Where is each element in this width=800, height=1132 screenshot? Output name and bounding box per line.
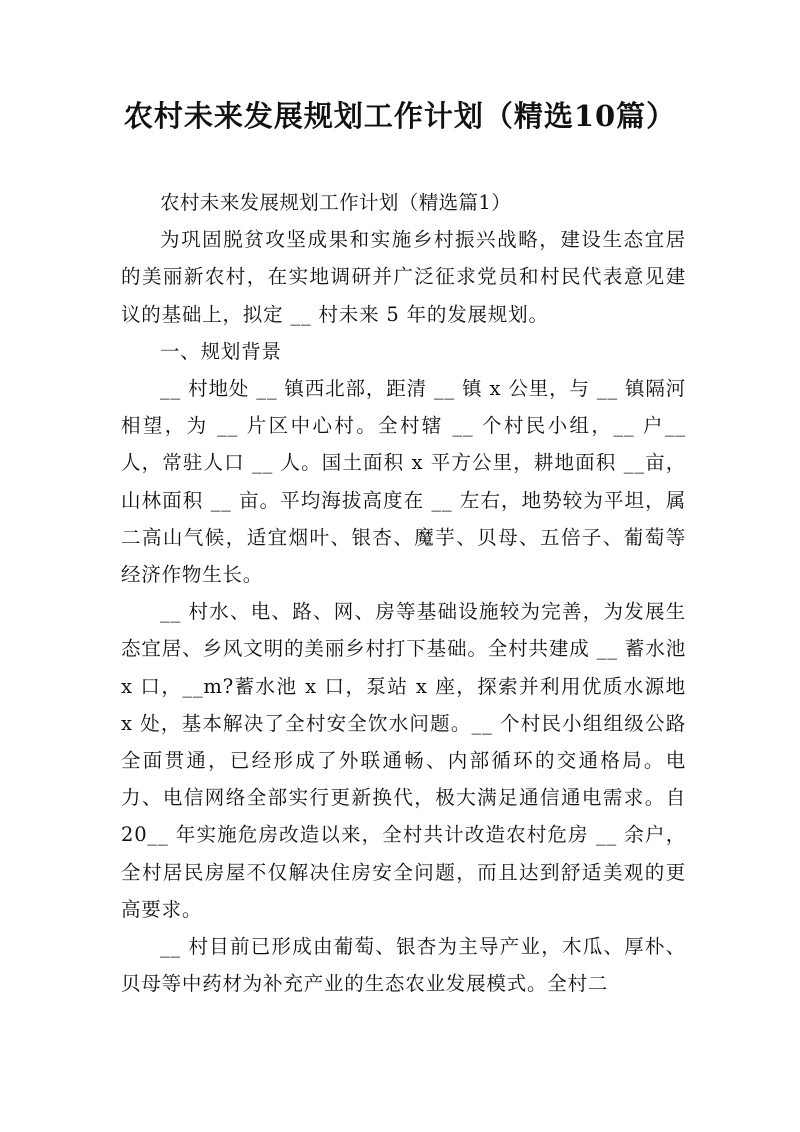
paragraph-industry: __ 村目前已形成由葡萄、银杏为主导产业，木瓜、厚朴、贝母等中药材为补充产业的生态农业发展模式。全村二 [121, 935, 686, 996]
section-subtitle: 农村未来发展规划工作计划（精选篇1） [160, 191, 512, 214]
paragraph-intro: 为巩固脱贫攻坚成果和实施乡村振兴战略，建设生态宜居的美丽新农村，在实地调研并广泛征求党员和村民代表意见建议的基础上，拟定 __ 村未来 5 年的发展规划。 [121, 228, 686, 326]
document-body [121, 184, 686, 1002]
paragraph-location: __ 村地处 __ 镇西北部，距清 __ 镇 x 公里，与 __ 镇隔河相望，为 __ 片区中心村。全村辖 __ 个村民小组，__ 户__ 人，常驻人口 __ 人。国土面积 x 平方公里，耕地面积 __亩，山林面积 __ 亩。平均海拔高度在 __ 左右，地势较为平坦，属二高山气候，适宜烟叶、银杏、魔芋、贝母、五倍子、葡萄等经济作物生长。 [121, 377, 686, 587]
section-heading-background: 一、规划背景 [160, 339, 282, 363]
paragraph-infrastructure: __ 村水、电、路、网、房等基础设施较为完善，为发展生态宜居、乡风文明的美丽乡村打下基础。全村共建成 __ 蓄水池 x 口，__m?蓄水池 x 口，泵站 x 座，探索并利用优质水源地 x 处，基本解决了全村安全饮水问题。__ 个村民小组组级公路全面贯通，已经形成了外联通畅、内部循环的交通格局。电力、电信网络全部实行更新换代，极大满足通信通电需求。自 20__ 年实施危房改造以来，全村共计改造农村危房 __ 余户，全村居民房屋不仅解决住房安全问题，而且达到舒适美观的更高要求。 [121, 600, 686, 921]
document-title: 农村未来发展规划工作计划（精选10篇） [123, 99, 677, 133]
